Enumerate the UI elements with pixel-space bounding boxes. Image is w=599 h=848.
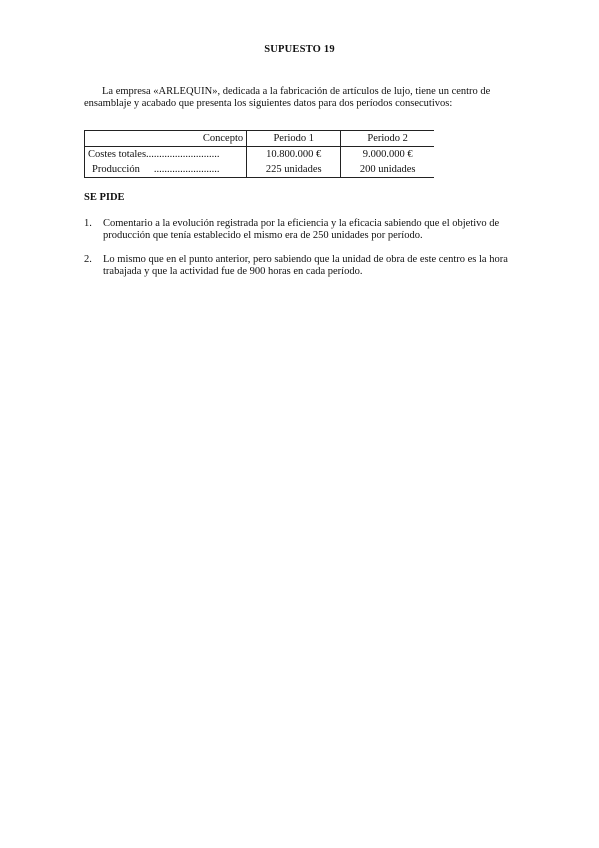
se-pide-heading: SE PIDE <box>84 192 125 203</box>
task-text: Lo mismo que en el punto anterior, pero sabiendo que la unidad de obra de este centro es la hora trabajada y que la actividad fue de 900 horas en cada período. <box>103 254 508 277</box>
table-cell-periodo-1: 225 unidades <box>247 162 341 178</box>
list-item <box>84 218 514 242</box>
data-table <box>84 130 434 178</box>
task-number: 2. <box>84 254 92 265</box>
table-header-row <box>85 131 435 147</box>
task-text: Comentario a la evolución registrada por la eficiencia y la eficacia sabiendo que el objetivo de producción que tenía establecido el mismo era de 250 unidades por período. <box>103 218 500 241</box>
list-item <box>84 254 514 278</box>
table-cell-concepto <box>85 162 247 178</box>
table-row <box>85 147 435 163</box>
table-cell-concepto <box>85 147 247 163</box>
leader-dots: ......................... <box>153 164 220 175</box>
intro-paragraph <box>84 86 514 110</box>
task-list <box>84 218 514 290</box>
document-title: SUPUESTO 19 <box>264 44 335 55</box>
task-number: 1. <box>84 218 92 229</box>
intro-text: La empresa «ARLEQUIN», dedicada a la fabricación de artículos de lujo, tiene un centro de ensamblaje y acabado que presenta los siguientes datos para dos períodos consecutivos: <box>84 86 491 109</box>
table-header-periodo-2: Periodo 2 <box>341 131 434 147</box>
table-cell-periodo-2: 9.000.000 € <box>341 147 434 163</box>
table-cell-periodo-1: 10.800.000 € <box>247 147 341 163</box>
row-label: Costes totales <box>88 149 147 160</box>
table-row <box>85 162 435 178</box>
row-label: Producción <box>92 164 140 175</box>
table-header-periodo-1: Periodo 1 <box>247 131 341 147</box>
table-cell-periodo-2: 200 unidades <box>341 162 434 178</box>
leader-dots: ............................ <box>146 149 220 160</box>
table-header-concepto: Concepto <box>85 131 247 147</box>
